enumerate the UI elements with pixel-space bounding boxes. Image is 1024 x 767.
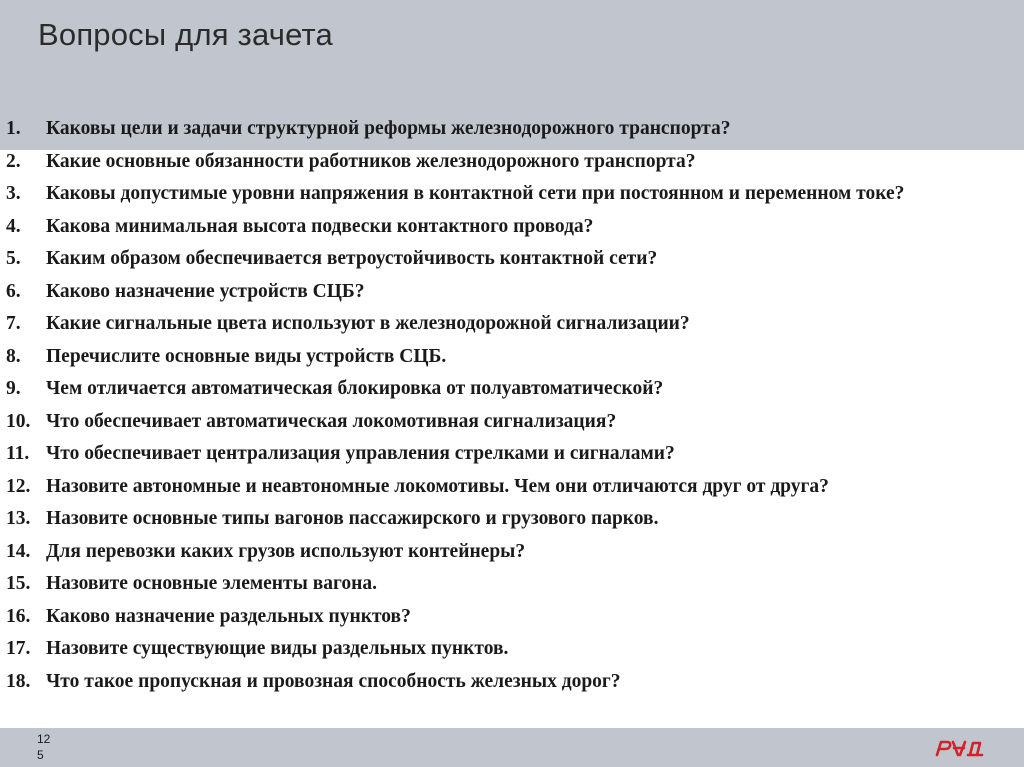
question-text: Чем отличается автоматическая блокировка от полуавтоматической?: [46, 378, 664, 399]
question-text: Какие основные обязанности работников железнодорожного транспорта?: [46, 150, 696, 172]
question-number: 4.: [6, 215, 21, 237]
question-text: Каково назначение раздельных пунктов?: [46, 605, 411, 627]
question-text: Назовите основные типы вагонов пассажирского и грузового парков.: [46, 508, 659, 529]
question-number: 11.: [6, 443, 30, 464]
question-item: [0, 635, 1024, 662]
question-text: Что обеспечивает централизация управления стрелками и сигналами?: [46, 443, 675, 464]
question-text: Что обеспечивает автоматическая локомотивная сигнализация?: [46, 410, 617, 432]
question-item: [0, 538, 1024, 565]
question-text: Назовите существующие виды раздельных пунктов.: [46, 638, 509, 659]
question-text: Каково назначение устройств СЦБ?: [46, 280, 365, 302]
question-item: [0, 115, 1024, 142]
question-item: [0, 278, 1024, 305]
question-number: 9.: [6, 378, 21, 399]
question-item: [0, 668, 1024, 695]
question-item: [0, 148, 1024, 175]
question-number: 17.: [6, 638, 31, 659]
question-number: 13.: [6, 508, 31, 529]
question-number: 2.: [6, 150, 21, 172]
slide-title: Вопросы для зачета: [38, 17, 333, 52]
question-list: [0, 115, 1024, 700]
question-number: 8.: [6, 345, 21, 367]
question-number: 18.: [6, 670, 31, 692]
question-text: Каковы допустимые уровни напряжения в контактной сети при постоянном и переменном токе?: [46, 183, 905, 204]
question-item: [0, 408, 1024, 435]
question-text: Что такое пропускная и провозная способность железных дорог?: [46, 670, 621, 692]
question-text: Назовите автономные и неавтономные локомотивы. Чем они отличаются друг от друга?: [46, 475, 829, 497]
question-text: Перечислите основные виды устройств СЦБ.: [46, 345, 447, 367]
question-item: [0, 343, 1024, 370]
question-number: 3.: [6, 183, 21, 204]
question-item: [0, 213, 1024, 240]
question-text: Назовите основные элементы вагона.: [46, 573, 377, 594]
question-text: Какова минимальная высота подвески контактного провода?: [46, 215, 594, 237]
page-number: 125: [37, 732, 51, 762]
question-item: [0, 440, 1024, 467]
question-number: 12.: [6, 475, 31, 497]
question-text: Каковы цели и задачи структурной реформы железнодорожного транспорта?: [46, 118, 731, 139]
question-item: [0, 505, 1024, 532]
question-number: 5.: [6, 248, 21, 269]
question-item: [0, 570, 1024, 597]
footer-band: [0, 728, 1024, 767]
question-number: 16.: [6, 605, 31, 627]
question-number: 15.: [6, 573, 31, 594]
rzd-logo-icon: [934, 739, 986, 757]
question-item: [0, 603, 1024, 630]
question-number: 10.: [6, 410, 31, 432]
question-number: 6.: [6, 280, 21, 302]
question-text: Какие сигнальные цвета используют в железнодорожной сигнализации?: [46, 313, 690, 334]
question-item: [0, 245, 1024, 272]
question-number: 1.: [6, 118, 21, 139]
question-text: Для перевозки каких грузов используют контейнеры?: [46, 540, 526, 562]
question-item: [0, 180, 1024, 207]
question-item: [0, 375, 1024, 402]
question-item: [0, 473, 1024, 500]
question-text: Каким образом обеспечивается ветроустойчивость контактной сети?: [46, 248, 658, 269]
question-number: 14.: [6, 540, 31, 562]
question-number: 7.: [6, 313, 21, 334]
question-item: [0, 310, 1024, 337]
